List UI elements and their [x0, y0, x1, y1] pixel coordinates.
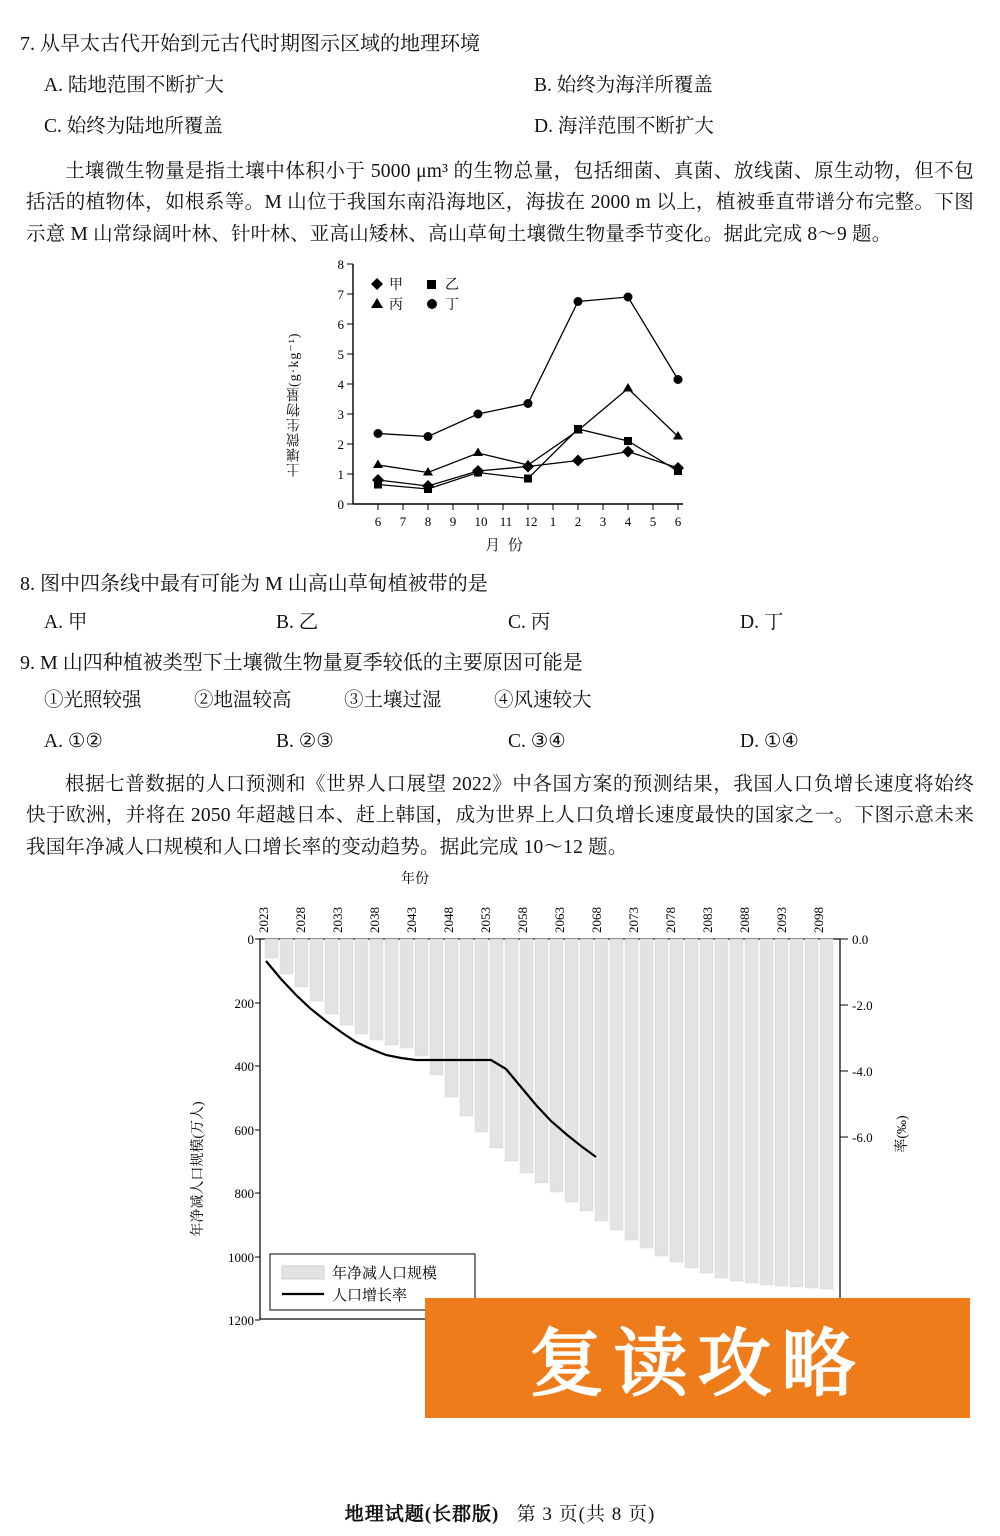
svg-text:2023: 2023 [256, 907, 271, 934]
footer-subject: 地理试题 [344, 1504, 425, 1525]
svg-text:2093: 2093 [774, 907, 789, 934]
svg-text:9: 9 [449, 514, 457, 530]
svg-text:0.0: 0.0 [852, 932, 869, 948]
question-7-options [44, 71, 1000, 100]
svg-text:400: 400 [234, 1059, 254, 1075]
svg-text:600: 600 [234, 1123, 254, 1139]
svg-text:2088: 2088 [737, 907, 752, 934]
svg-text:2028: 2028 [293, 907, 308, 934]
svg-text:2038: 2038 [367, 907, 382, 934]
legend-yi: 乙 [445, 278, 459, 294]
svg-text:1200: 1200 [228, 1313, 254, 1329]
svg-text:1: 1 [549, 514, 557, 530]
figure2-x-axis-label: 年份 [401, 872, 429, 888]
option-c[interactable]: C. 始终为陆地所覆盖 [44, 116, 223, 138]
page-footer [0, 1499, 1000, 1526]
svg-text:-2.0: -2.0 [852, 998, 873, 1014]
passage-2: 根据七普数据的人口预测和《世界人口展望 2022》中各国方案的预测结果，我国人口负增长速度将始终快于欧洲，并将在 2050 年超越日本、赶上韩国，成为世界上人口负增长速度最快的国家之一。下图示意未来我国年净减人口规模和人口增长率的变动趋势。据此完成 10～12 题。 [26, 773, 974, 858]
option-d[interactable]: D. 海洋范围不断扩大 [534, 116, 714, 138]
svg-text:12: 12 [524, 514, 538, 530]
question-8-options [44, 607, 1000, 638]
question-7-options-2 [44, 112, 1000, 141]
svg-text:10: 10 [474, 514, 488, 530]
figure1-x-axis-label: 月 份 [485, 538, 525, 555]
reason-2: ②地温较高 [194, 690, 292, 712]
svg-text:6: 6 [674, 514, 682, 530]
svg-text:4: 4 [337, 377, 344, 393]
svg-text:2068: 2068 [589, 907, 604, 934]
reason-4: ④风速较大 [494, 690, 592, 712]
option-b[interactable]: B. ②③ [276, 730, 334, 752]
reason-1: ①光照较强 [44, 690, 142, 712]
svg-text:-6.0: -6.0 [852, 1130, 873, 1146]
option-a[interactable]: A. ①② [44, 730, 103, 752]
option-d[interactable]: D. ①④ [740, 730, 799, 752]
option-a[interactable]: A. 陆地范围不断扩大 [44, 75, 224, 96]
footer-page: 第 3 页(共 8 页) [516, 1504, 656, 1525]
legend-bing: 丙 [389, 298, 403, 314]
svg-text:2043: 2043 [404, 907, 419, 934]
svg-text:2098: 2098 [811, 907, 826, 934]
svg-text:年净减人口规模: 年净减人口规模 [332, 1266, 438, 1283]
svg-text:1: 1 [337, 467, 344, 483]
svg-text:2078: 2078 [663, 907, 678, 934]
svg-text:5: 5 [337, 347, 344, 363]
svg-text:6: 6 [374, 514, 382, 530]
exam-page [0, 30, 1000, 1536]
svg-text:2058: 2058 [515, 907, 530, 934]
option-a[interactable]: A. 甲 [44, 612, 88, 634]
svg-text:2053: 2053 [478, 907, 493, 934]
svg-text:2: 2 [337, 437, 344, 453]
svg-text:4: 4 [624, 514, 632, 530]
svg-text:7: 7 [399, 514, 407, 530]
figure1-plot [305, 254, 705, 555]
figure2-left-axis-label: 年净减人口规模(万人) [191, 1101, 206, 1238]
svg-text:人口增长率: 人口增长率 [332, 1288, 408, 1305]
legend-ding: 丁 [445, 298, 459, 314]
svg-text:8: 8 [424, 514, 432, 530]
passage-1: 土壤微生物量是指土壤中体积小于 5000 μm³ 的生物总量，包括细菌、真菌、放线菌、原生动物，但不包括活的植物体，如根系等。M 山位于我国东南沿海地区，海拔在 2000 m 以上，植被垂直带谱分布完整。下图示意 M 山常绿阔叶林、针叶林、亚高山矮林、高山草甸土壤微生物量季节变化。据此完成 8～9 题。 [26, 160, 974, 245]
svg-text:200: 200 [234, 996, 254, 1012]
svg-text:5: 5 [649, 514, 657, 530]
svg-text:7: 7 [337, 287, 344, 303]
svg-text:2: 2 [574, 514, 582, 530]
question-9-stem: 9. M 山四种植被类型下土壤微生物量夏季较低的主要原因可能是 [20, 652, 583, 675]
svg-text:2048: 2048 [441, 907, 456, 934]
question-9-reasons [44, 684, 1000, 717]
svg-text:11: 11 [499, 514, 513, 530]
option-c[interactable]: C. ③④ [508, 730, 566, 752]
svg-text:-4.0: -4.0 [852, 1064, 873, 1080]
reason-3: ③土壤过湿 [344, 690, 442, 712]
option-d[interactable]: D. 丁 [740, 612, 784, 634]
legend-jia: 甲 [389, 278, 403, 294]
question-8-stem: 8. 图中四条线中最有可能为 M 山高山草甸植被带的是 [20, 573, 488, 596]
svg-text:6: 6 [337, 317, 344, 333]
svg-text:2073: 2073 [626, 907, 641, 934]
svg-text:8: 8 [337, 257, 344, 273]
figure-population-chart [70, 869, 930, 1339]
svg-text:1000: 1000 [228, 1250, 254, 1266]
figure2-right-axis-label: 率(‰) [895, 1115, 910, 1154]
watermark-stamp: 复读攻略 [425, 1298, 970, 1418]
svg-text:2063: 2063 [552, 907, 567, 934]
svg-text:0: 0 [247, 932, 254, 948]
option-c[interactable]: C. 丙 [508, 612, 551, 634]
option-b[interactable]: B. 乙 [276, 612, 319, 634]
svg-text:0: 0 [337, 497, 344, 513]
svg-text:3: 3 [599, 514, 607, 530]
question-7-stem: 7. 从早太古代开始到元古代时期图示区域的地理环境 [20, 33, 480, 55]
figure1-y-axis-label: 土壤微生物量(g·kg⁻¹) [287, 332, 302, 478]
question-9-options [44, 726, 1000, 757]
svg-text:2033: 2033 [330, 907, 345, 934]
svg-text:3: 3 [337, 407, 344, 423]
svg-text:800: 800 [234, 1186, 254, 1202]
figure-soil-microbial-chart [285, 254, 715, 555]
svg-text:2083: 2083 [700, 907, 715, 934]
footer-version: (长郡版) [424, 1504, 500, 1525]
option-b[interactable]: B. 始终为海洋所覆盖 [534, 75, 713, 96]
